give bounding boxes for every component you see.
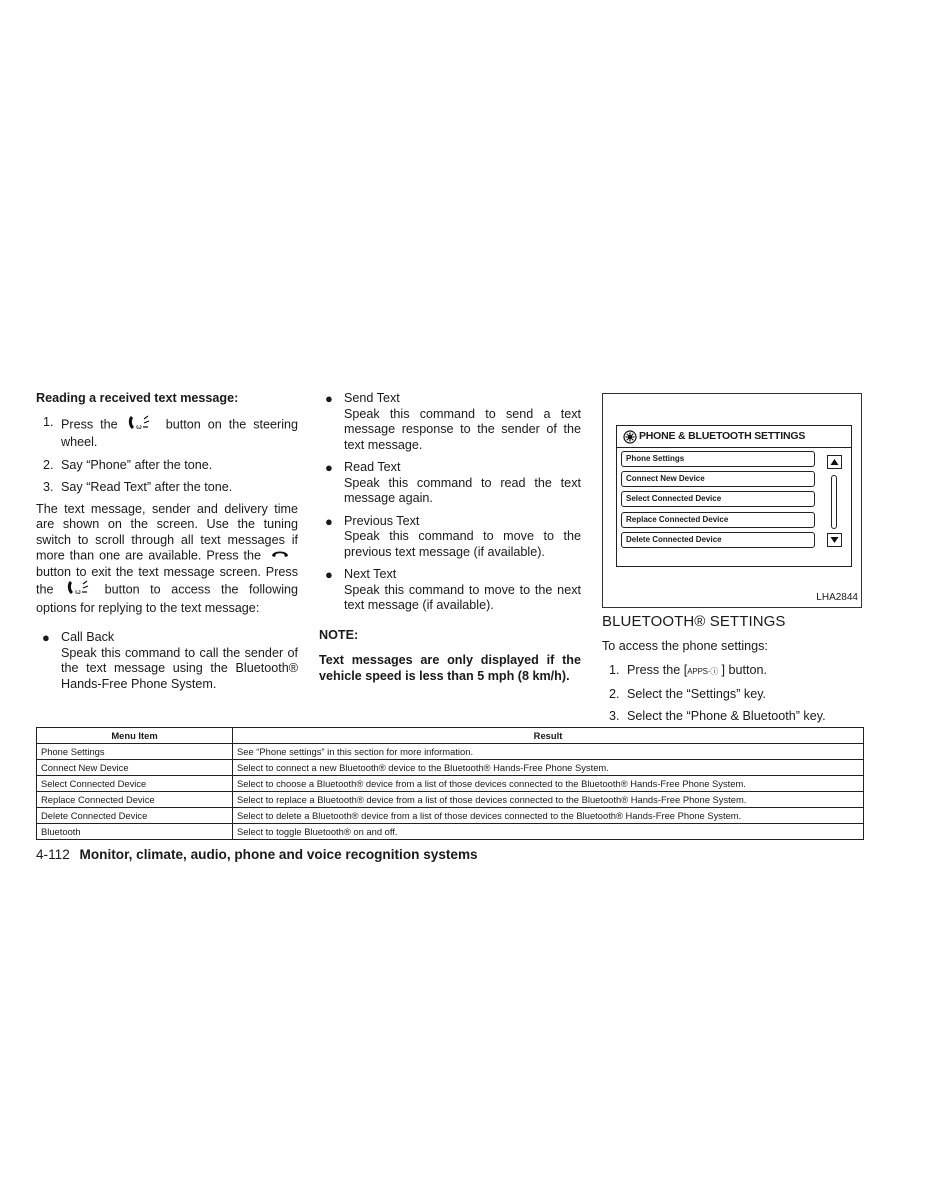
table-cell-menu-item: Phone Settings [37,744,233,760]
table-header-row [37,728,864,744]
screen-title-bar [617,426,851,448]
scroll-up-arrow-icon[interactable] [827,455,842,469]
svg-text:ω: ω [75,588,81,596]
screen-menu-phone-settings[interactable]: Phone Settings [621,451,815,467]
bullet-call-back [36,630,298,692]
left-column [36,391,298,692]
scrollbar[interactable] [831,475,837,529]
table-row [37,808,864,824]
bullet-dot: ● [325,513,333,529]
access-steps-list [602,663,864,725]
table-cell-menu-item: Replace Connected Device [37,792,233,808]
access-step-3: 3. Select the “Phone & Bluetooth” key. [609,709,826,723]
table-row [37,792,864,808]
bullet-title: Previous Text [344,513,420,528]
bullet-title: Read Text [344,460,401,474]
table-row [37,760,864,776]
intro-text: To access the phone settings: [602,638,768,653]
svg-text:ω: ω [135,422,142,431]
bullet-title: Send Text [344,391,400,405]
bullet-title: Next Text [344,567,397,581]
table-cell-result: Select to connect a new Bluetooth® device to the Bluetooth® Hands-Free Phone System. [233,760,864,776]
bullet-send-text [319,391,581,453]
explanation-paragraph: The text message, sender and delivery time are shown on the screen. Use the tuning switch to scroll through all text messages if more than one are available. Press the button to exit the text message screen. Press the ω button to access the following options for replying to the text message: [36,501,298,615]
bullet-title: Call Back [61,630,115,644]
bullet-text: Speak this command to move to the next text message (if available). [344,582,581,612]
bullet-previous-text [319,514,581,561]
step-1: 1. Press the ω button on the steering wheel. [43,414,299,449]
bullet-dot: ● [325,460,333,475]
bluetooth-settings-heading: BLUETOOTH® SETTINGS [602,613,786,630]
settings-gear-icon [623,430,637,444]
note-label: NOTE: [319,627,359,642]
step-3: 3. Say “Read Text” after the tone. [43,480,233,494]
menu-items-table [36,727,864,840]
bullet-text: Speak this command to read the text message again. [344,475,581,505]
apps-button-label: APPS·ⓘ [687,667,719,676]
page-number: 4-112 [36,847,70,862]
table-cell-result: Select to replace a Bluetooth® device from a list of those devices connected to the Bluetooth® Hands-Free Phone System. [233,792,864,808]
screen-menu-connect-new-device[interactable]: Connect New Device [621,471,815,487]
bullet-dot: ● [42,630,50,645]
table-row [37,824,864,840]
bullet-next-text [319,567,581,614]
bullet-text: Speak this command to send a text message response to the sender of the text message. [344,406,581,452]
scroll-down-arrow-icon[interactable] [827,533,842,547]
screen-menu-select-connected-device[interactable]: Select Connected Device [621,491,815,507]
middle-column [319,391,581,684]
table-cell-result: Select to delete a Bluetooth® device from a list of those devices connected to the Bluetooth® Hands-Free Phone System. [233,808,864,824]
access-step-1: 1. Press the [APPS·ⓘ ] button. [609,663,768,677]
talk-phone-icon [64,580,94,601]
page-footer [36,847,478,862]
step-2: 2. Say “Phone” after the tone. [43,457,213,472]
table-cell-result: Select to toggle Bluetooth® on and off. [233,824,864,840]
screen-menu-replace-connected-device[interactable]: Replace Connected Device [621,512,815,528]
steps-list [36,415,298,496]
table-cell-menu-item: Delete Connected Device [37,808,233,824]
bullet-text: Speak this command to move to the previous text message (if available). [344,529,581,559]
table-cell-menu-item: Select Connected Device [37,776,233,792]
figure-code: LHA2844 [816,591,858,603]
hang-up-icon [266,548,298,565]
settings-screen-figure [602,393,862,608]
header-result: Result [233,728,864,744]
section-heading: Reading a received text message: [36,391,239,405]
display-screen [616,425,852,567]
table-cell-result: See “Phone settings” in this section for more information. [233,744,864,760]
bullet-dot: ● [325,567,333,582]
table-row [37,744,864,760]
screen-title: PHONE & BLUETOOTH SETTINGS [639,429,806,442]
right-column [602,393,864,732]
table-cell-result: Select to choose a Bluetooth® device from a list of those devices connected to the Bluetooth® Hands-Free Phone System. [233,776,864,792]
note-text: Text messages are only displayed if the vehicle speed is less than 5 mph (8 km/h). [319,653,581,683]
bullet-text: Speak this command to call the sender of the text message using the Bluetooth® Hands-Free Phone System. [61,645,298,691]
bullet-dot: ● [325,391,333,406]
table-cell-menu-item: Bluetooth [37,824,233,840]
bullet-read-text [319,460,581,507]
chapter-title: Monitor, climate, audio, phone and voice recognition systems [79,847,478,862]
table-cell-menu-item: Connect New Device [37,760,233,776]
screen-menu-delete-connected-device[interactable]: Delete Connected Device [621,532,815,548]
table-row [37,776,864,792]
access-step-2: 2. Select the “Settings” key. [609,686,767,701]
talk-phone-icon [125,415,159,436]
header-menu-item: Menu Item [37,728,233,744]
